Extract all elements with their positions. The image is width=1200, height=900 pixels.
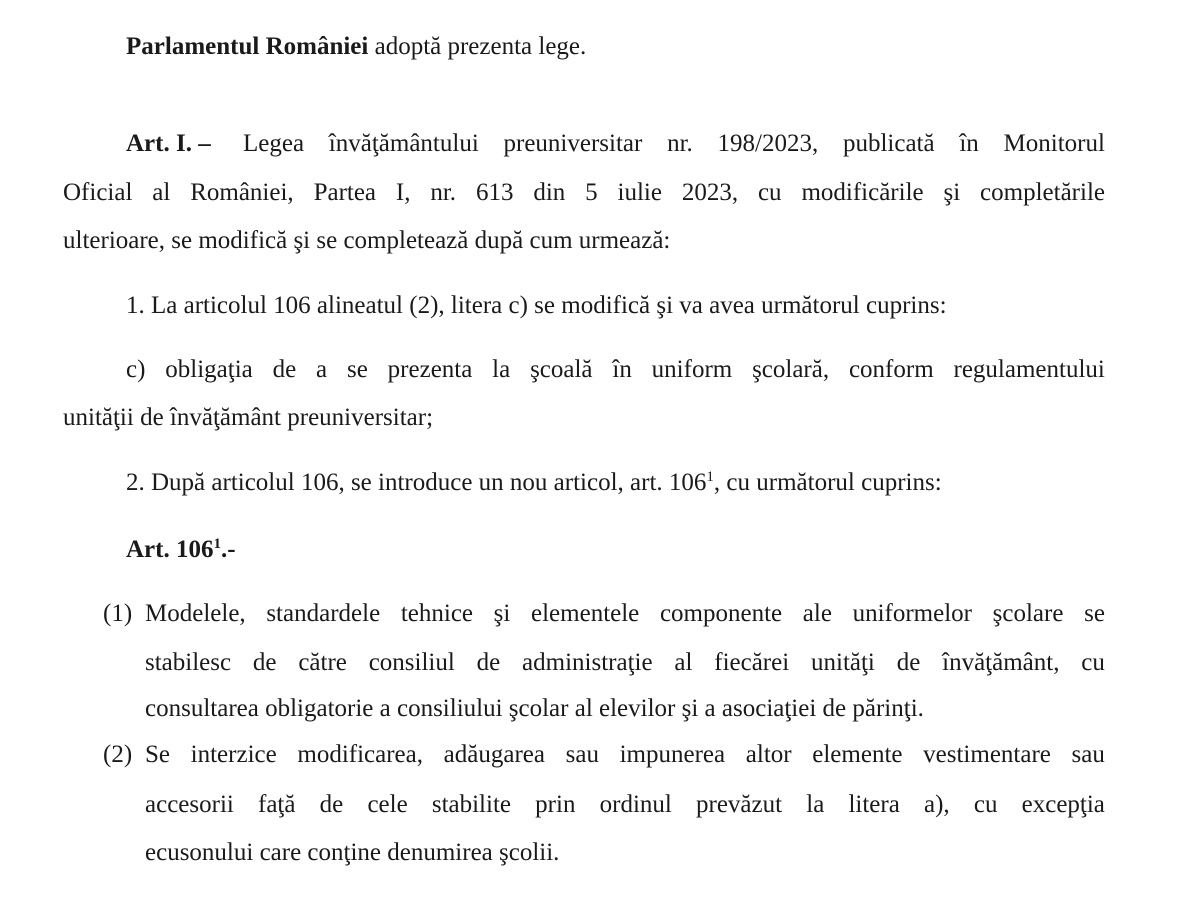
word: Se [145,741,170,768]
para-1-line-1 [145,601,1105,626]
art1-label: Art. I. – [126,130,211,157]
para-1-number: (1) [103,600,133,627]
word: sau [565,741,599,768]
word: în [959,130,979,157]
word: nr. [430,179,457,206]
word: tehnice [400,600,474,627]
word: României, [190,179,294,206]
word: altor [745,741,792,768]
art1-line-3: ulterioare, se modifică şi se completează după cum urmează: [63,227,671,254]
intro-paragraph [126,34,586,59]
word: accesorii [145,791,234,818]
letter-c-line-2: unităţii de învăţământ preuniversitar; [63,404,434,431]
para-2-line-3: ecusonului care conţine denumirea şcolii. [145,839,560,866]
word: elementele [531,600,640,627]
word: către [298,649,347,676]
word: Partea [313,179,377,206]
art106-heading: Art. $106^1.-$ [126,536,236,563]
word: uniform [651,356,733,383]
word: litera [848,791,900,818]
word: la [806,791,825,818]
word: şi [943,179,961,206]
word: prezenta [387,356,473,383]
word: vestimentare [923,741,1051,768]
word: publicată [842,130,935,157]
word: a [316,356,328,383]
word: componente [659,600,783,627]
art1-line-1 [126,131,1105,156]
word: administraţie [522,649,653,676]
word: Modelele, [145,600,246,627]
word: standardele [266,600,381,627]
word: adăugarea [443,741,545,768]
word: Legea [243,130,305,157]
word: 2023, [681,179,739,206]
word: şcolară, [752,356,830,383]
word: stabilite [431,791,511,818]
para-2-line-1 [145,742,1105,767]
word: învăţământului [328,130,479,157]
word: completările [980,179,1105,206]
word: faţă [258,791,296,818]
word: 198/2023, [717,130,819,157]
word: excepţia [1021,791,1105,818]
word: elemente [812,741,903,768]
word: modificările [801,179,924,206]
word: regulamentului [953,356,1105,383]
word: de [476,649,501,676]
word: sau [1071,741,1105,768]
art1-text-line-1 [243,131,1105,156]
point-1: 1. La articolul 106 alineatul (2), litera c) se modifică şi va avea următorul cuprins: [126,292,947,319]
word: cu [973,791,998,818]
word: 613 [475,179,514,206]
word: învăţământ, [942,649,1060,676]
word: ordinul [599,791,672,818]
word: şcolare [992,600,1064,627]
word: prevăzut [696,791,783,818]
word: preuniversitar [503,130,643,157]
superscript: 1 [706,469,714,485]
word: de [319,791,344,818]
word: de [272,356,297,383]
word: cele [367,791,408,818]
word: c) [126,356,146,383]
word: Monitorul [1003,130,1105,157]
word: prin [535,791,576,818]
word: 5 [585,179,598,206]
word: interzice [190,741,277,768]
para-2-number: (2) [103,741,133,768]
word: fiecărei [714,649,790,676]
para-2-line-2 [145,792,1105,817]
word: I, [395,179,411,206]
word: obligaţia [165,356,253,383]
word: de [896,649,921,676]
word: modificarea, [297,741,423,768]
word: impunerea [619,741,726,768]
word: cu [1081,649,1105,676]
word: conform [848,356,934,383]
art1-line-2 [63,180,1105,205]
word: se [347,356,368,383]
word: stabilesc [145,649,232,676]
word: Oficial [63,179,133,206]
word: şcoală [530,356,593,383]
word: unităţi [811,649,875,676]
word: se [1084,600,1105,627]
word: ale [802,600,832,627]
word: din [533,179,566,206]
word: al [674,649,693,676]
word: iulie [617,179,662,206]
word: consiliul [368,649,455,676]
para-1-line-3: consultarea obligatorie a consiliului şcolar al elevilor şi a asociaţiei de părinţi. [145,695,924,722]
para-1-line-2 [145,650,1105,675]
word: nr. [667,130,693,157]
point-2: 2. După articolul 106, se introduce un nou articol, art. $106^1$, cu următorul cuprins: [126,469,942,496]
word: la [492,356,511,383]
intro-text: adoptă prezenta lege. [368,33,587,60]
word: al [152,179,171,206]
word: şi [493,600,511,627]
word: uniformelor [852,600,972,627]
word: a), [924,791,950,818]
parliament-name: Parlamentul României [126,33,369,60]
word: de [252,649,277,676]
word: cu [757,179,782,206]
word: în [612,356,632,383]
letter-c-line-1 [126,357,1105,382]
